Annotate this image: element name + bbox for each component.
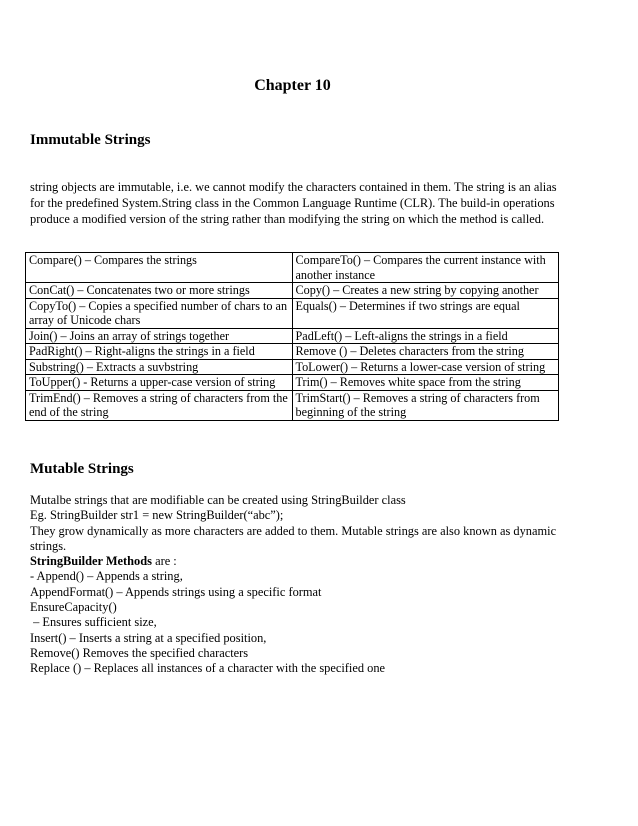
table-row [26,390,559,420]
string-methods-table [25,252,559,421]
method-item: AppendFormat() – Appends strings using a specific format [30,584,322,599]
mutable-strings-heading: Mutable Strings [30,461,134,477]
mutable-strings-body [30,493,570,677]
mutable-description: They grow dynamically as more characters are added to them. Mutable strings are also known as dynamic strings. [30,523,557,553]
table-cell: TrimStart() – Removes a string of characters from beginning of the string [292,390,559,420]
table-row [26,328,559,344]
methods-label-line [30,554,570,569]
table-cell: ConCat() – Concatenates two or more strings [26,283,293,299]
table-cell: Copy() – Creates a new string by copying another [292,283,559,299]
table-row [26,375,559,391]
immutable-strings-paragraph: string objects are immutable, i.e. we cannot modify the characters contained in them. The string is an alias for the predefined System.String class in the Common Language Runtime (CLR). The build-in operations produce a modified version of the string rather than modifying the string on which the method is called. [30,180,557,226]
table-cell: Join() – Joins an array of strings together [26,328,293,344]
method-item: – Ensures sufficient size, [30,615,157,630]
table-row [26,283,559,299]
table-cell: Substring() – Extracts a suvbstring [26,359,293,375]
method-item: EnsureCapacity() [30,600,117,615]
table-cell: CompareTo() – Compares the current instance with another instance [292,253,559,283]
mutable-example: Eg. StringBuilder str1 = new StringBuilder(“abc”); [30,508,284,523]
table-row [26,344,559,360]
methods-label-suffix: are : [151,554,177,569]
method-item: - Append() – Appends a string, [30,569,183,584]
method-item: Replace () – Replaces all instances of a character with the specified one [30,661,386,676]
table-row [26,298,559,328]
table-row [26,253,559,283]
immutable-strings-heading: Immutable Strings [30,132,151,148]
table-cell: Equals() – Determines if two strings are equal [292,298,559,328]
table-cell: Remove () – Deletes characters from the string [292,344,559,360]
table-row [26,359,559,375]
table-cell: Trim() – Removes white space from the string [292,375,559,391]
table-cell: CopyTo() – Copies a specified number of chars to an array of Unicode chars [26,298,293,328]
chapter-title: Chapter 10 [254,77,331,94]
table-cell: ToLower() – Returns a lower-case version of string [292,359,559,375]
table-cell: Compare() – Compares the strings [26,253,293,283]
table-cell: PadLeft() – Left-aligns the strings in a field [292,328,559,344]
methods-label: StringBuilder Methods [30,554,152,569]
table-cell: TrimEnd() – Removes a string of characters from the end of the string [26,390,293,420]
method-item: Insert() – Inserts a string at a specified position, [30,630,267,645]
table-cell: ToUpper() - Returns a upper-case version of string [26,375,293,391]
table-cell: PadRight() – Right-aligns the strings in a field [26,344,293,360]
method-item: Remove() Removes the specified characters [30,645,249,660]
mutable-intro: Mutalbe strings that are modifiable can be created using StringBuilder class [30,493,406,507]
